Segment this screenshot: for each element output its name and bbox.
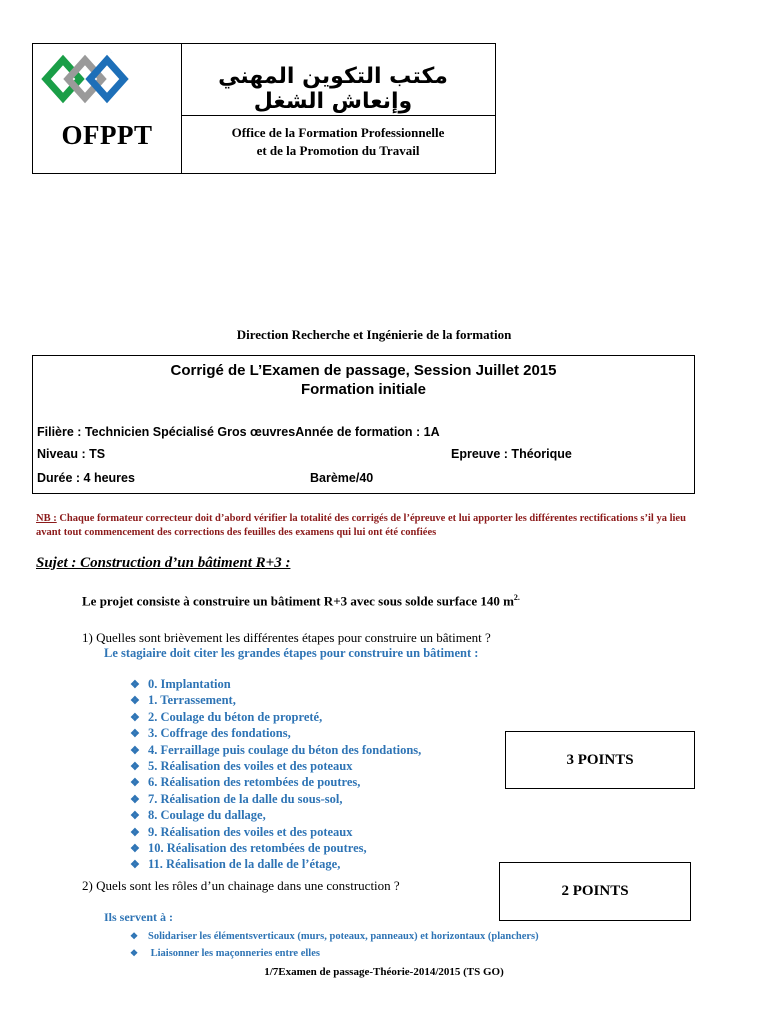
epreuve-line: Epreuve : Théorique xyxy=(451,447,572,461)
diamond-bullet-icon: ❖ xyxy=(130,810,140,823)
list-item: ❖ 0. Implantation xyxy=(130,677,421,693)
list-item: ❖ 4. Ferraillage puis coulage du béton des fondations, xyxy=(130,743,421,759)
subject-title: Sujet : Construction d’un bâtiment R+3 : xyxy=(36,555,291,571)
list-item: ❖ 5. Réalisation des voiles et des poteaux xyxy=(130,759,421,775)
nb-text: Chaque formateur correcteur doit d’abord vérifier la totalité des corrigés de l’épreuve et lui apporter les différentes rectifications s’il ya lieu avant tout commencement des corrections des feuilles des examens qui lui ont été confiées xyxy=(36,513,686,538)
list-item: ❖ Solidariser les élémentsverticaux (murs, poteaux, panneaux) et horizontaux (planchers) xyxy=(130,928,539,945)
diamond-bullet-icon: ❖ xyxy=(130,931,139,941)
diamond-bullet-icon: ❖ xyxy=(130,695,140,708)
question-2-points: 2 POINTS xyxy=(499,862,691,921)
page-footer: 1/7Examen de passage-Théorie-2014/2015 (TS GO) xyxy=(264,966,504,978)
question-1-guidance: Le stagiaire doit citer les grandes étapes pour construire un bâtiment : xyxy=(104,646,479,660)
exam-title xyxy=(33,361,694,399)
diamond-bullet-icon: ❖ xyxy=(130,793,140,806)
nb-note xyxy=(36,512,686,540)
header-divider-horizontal xyxy=(181,115,496,116)
question-1-points: 3 POINTS xyxy=(505,731,695,789)
project-text: Le projet consiste à construire un bâtiment R+3 avec sous solde surface 140 m xyxy=(82,593,514,609)
list-item: ❖ 9. Réalisation des voiles et des poteaux xyxy=(130,825,421,841)
niveau-line: Niveau : TS xyxy=(37,447,106,461)
header-divider-vertical xyxy=(181,44,182,173)
diamond-bullet-icon: ❖ xyxy=(130,859,140,872)
bareme-line: Barème/40 xyxy=(310,471,374,485)
diamond-bullet-icon: ❖ xyxy=(130,777,140,790)
project-statement xyxy=(82,593,520,609)
filiere-line: Filière : Technicien Spécialisé Gros œuvresAnnée de formation : 1A xyxy=(37,425,440,439)
chainage-roles-list xyxy=(130,928,539,962)
duree-line: Durée : 4 heures xyxy=(37,471,135,485)
project-superscript: 2. xyxy=(513,593,520,602)
exam-info-box xyxy=(32,355,695,494)
diamond-bullet-icon: ❖ xyxy=(130,843,140,856)
ofppt-logo-icon xyxy=(41,52,143,106)
list-item: ❖ 7. Réalisation de la dalle du sous-sol, xyxy=(130,792,421,808)
exam-title-line1: Corrigé de L’Examen de passage, Session Juillet 2015 xyxy=(170,362,557,379)
list-item: ❖ 3. Coffrage des fondations, xyxy=(130,726,421,742)
office-name-line1: Office de la Formation Professionnelle xyxy=(231,125,445,140)
list-item: ❖ 10. Réalisation des retombées de poutres, xyxy=(130,841,421,857)
nb-label: NB : xyxy=(36,513,57,524)
list-item: ❖ 6. Réalisation des retombées de poutres, xyxy=(130,775,421,791)
diamond-bullet-icon: ❖ xyxy=(130,679,140,691)
diamond-bullet-icon: ❖ xyxy=(130,948,139,958)
arabic-office-name: مكتب التكوين المهني وإنعاش الشغل xyxy=(218,64,448,114)
diamond-bullet-icon: ❖ xyxy=(130,711,140,724)
question-2: 2) Quels sont les rôles d’un chainage dans une construction ? xyxy=(82,878,400,893)
list-item: ❖ 8. Coulage du dallage, xyxy=(130,808,421,824)
list-item: ❖ 11. Réalisation de la dalle de l’étage, xyxy=(130,857,421,873)
diamond-bullet-icon: ❖ xyxy=(130,728,140,741)
exam-title-line2: Formation initiale xyxy=(300,381,426,398)
list-item: ❖ 1. Terrassement, xyxy=(130,693,421,709)
header-box xyxy=(32,43,496,174)
direction-title: Direction Recherche et Ingénierie de la formation xyxy=(236,327,512,342)
list-item: ❖ Liaisonner les maçonneries entre elles xyxy=(130,945,539,962)
question-1: 1) Quelles sont brièvement les différentes étapes pour construire un bâtiment ? xyxy=(82,630,491,645)
ofppt-name: OFPPT xyxy=(61,120,153,150)
construction-steps-list xyxy=(130,677,421,874)
office-name-line2: et de la Promotion du Travail xyxy=(256,143,420,158)
list-item: ❖ 2. Coulage du béton de propreté, xyxy=(130,710,421,726)
diamond-bullet-icon: ❖ xyxy=(130,761,140,774)
office-name xyxy=(183,124,493,160)
diamond-bullet-icon: ❖ xyxy=(130,744,140,757)
question-2-guidance: Ils servent à : xyxy=(104,910,173,924)
diamond-bullet-icon: ❖ xyxy=(130,826,140,839)
